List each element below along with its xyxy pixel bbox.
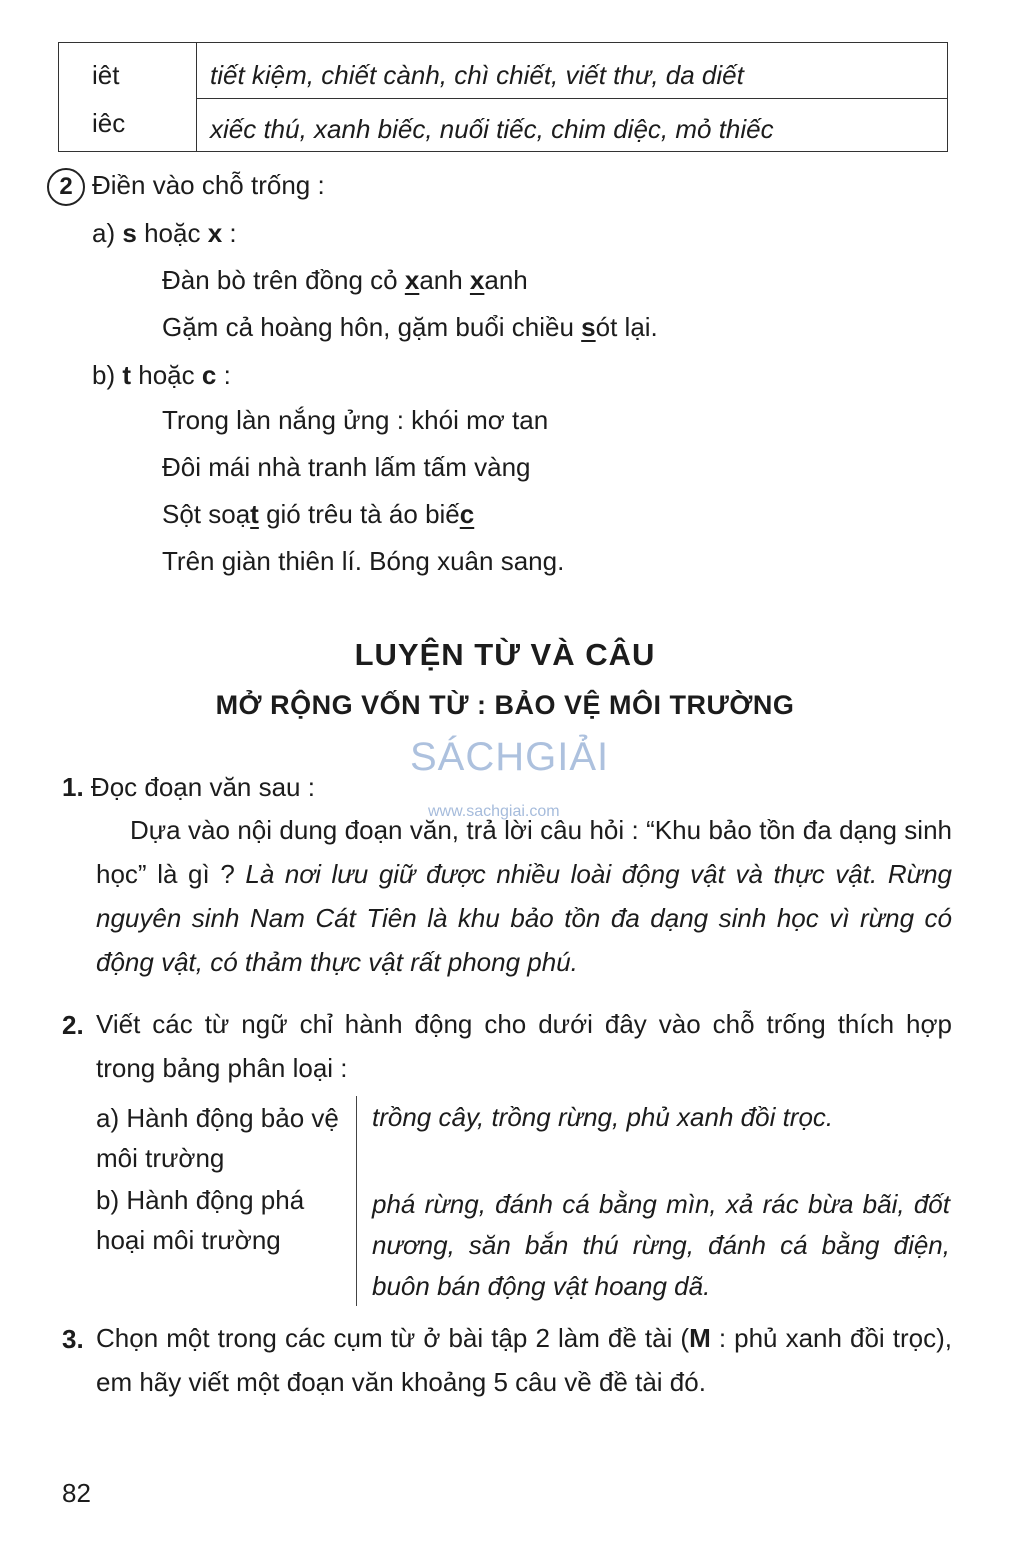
classification-answer-protect: trồng cây, trồng rừng, phủ xanh đồi trọc. <box>372 1102 834 1132</box>
page-number: 82 <box>62 1478 91 1508</box>
table-label-iet: iêt <box>92 60 120 90</box>
section-title: LUYỆN TỪ VÀ CÂU <box>354 637 656 672</box>
question-1-body: Dựa vào nội dung đoạn văn, trả lời câu hỏi : “Khu bảo tồn đa dạng sinh học” là gì ? Là nơi lưu giữ được nhiều loài động vật và thực vật. Rừng nguyên sinh Nam Cát Tiên là khu bảo tồn đa dạng sinh học vì rừng có động vật, có thảm thực vật rất phong phú. <box>96 815 952 977</box>
question-1-heading: 1. Đọc đoạn văn sau : <box>62 772 315 802</box>
table-divider <box>196 43 197 151</box>
classification-label-destroy: b) Hành động phá hoại môi trường <box>96 1185 305 1255</box>
poem-line: Gặm cả hoàng hôn, gặm buổi chiều sót lại. <box>162 312 658 342</box>
question-3-number: 3. <box>62 1324 84 1354</box>
question-1-answer: Là nơi lưu giữ được nhiều loài động vật và thực vật. Rừng nguyên sinh Nam Cát Tiên là khu bảo tồn đa dạng sinh học vì rừng có động vật, có thảm thực vật rất phong phú. <box>96 859 952 977</box>
poem-line: Đàn bò trên đồng cỏ xanh xanh <box>162 265 528 295</box>
section-subtitle: MỞ RỘNG VỐN TỪ : BẢO VỆ MÔI TRƯỜNG <box>215 690 795 720</box>
table-words-iec: xiếc thú, xanh biếc, nuối tiếc, chim diệc, mỏ thiếc <box>210 114 774 144</box>
poem-line: Trên giàn thiên lí. Bóng xuân sang. <box>162 546 565 576</box>
classification-answer-destroy: phá rừng, đánh cá bằng mìn, xả rác bừa bãi, đốt nương, săn bắn thú rừng, đánh cá bằng điện, buôn bán động vật hoang dã. <box>372 1189 950 1301</box>
table-label-iec: iêc <box>92 108 126 138</box>
exercise-2-title: Điền vào chỗ trống : <box>92 170 325 200</box>
question-3-text: Chọn một trong các cụm từ ở bài tập 2 làm đề tài (M : phủ xanh đồi trọc), em hãy viết một đoạn văn khoảng 5 câu về đề tài đó. <box>96 1323 952 1397</box>
question-2-number: 2. <box>62 1010 84 1040</box>
watermark-url: www.sachgiai.com <box>428 803 560 820</box>
table-words-iet: tiết kiệm, chiết cành, chì chiết, viết thư, da diết <box>210 60 744 90</box>
poem-line: Trong làn nắng ửng : khói mơ tan <box>162 405 549 435</box>
part-b-heading: b) t hoặc c : <box>92 360 231 390</box>
poem-line: Sột soạt gió trêu tà áo biếc <box>162 499 475 529</box>
table-divider <box>196 98 947 99</box>
watermark-logo: SÁCHGIẢI <box>410 735 610 779</box>
poem-line: Đôi mái nhà tranh lấm tấm vàng <box>162 452 531 482</box>
table-divider <box>356 1096 357 1306</box>
part-a-heading: a) s hoặc x : <box>92 218 237 248</box>
question-2-text: Viết các từ ngữ chỉ hành động cho dưới đây vào chỗ trống thích hợp trong bảng phân loại : <box>96 1009 952 1083</box>
exercise-number-badge: 2 <box>47 168 85 206</box>
classification-label-protect: a) Hành động bảo vệ môi trường <box>96 1103 339 1173</box>
